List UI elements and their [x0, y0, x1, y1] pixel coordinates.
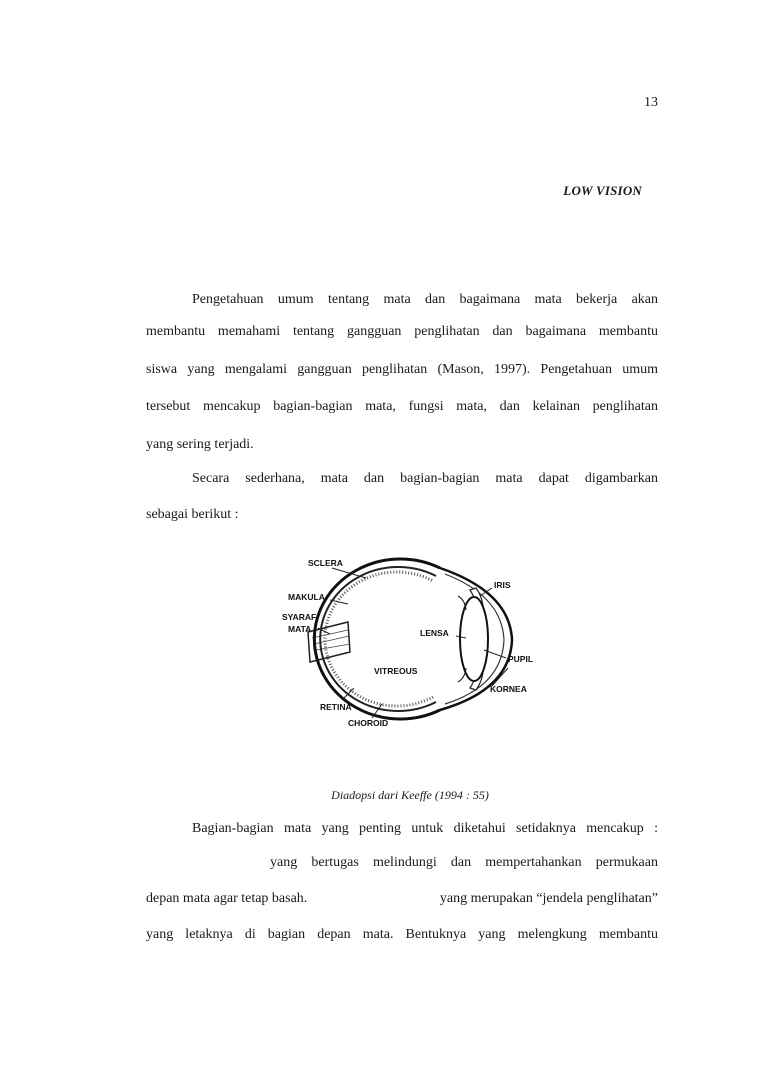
- label-sclera: SCLERA: [308, 558, 343, 568]
- label-choroid: CHOROID: [348, 718, 389, 728]
- label-vitreous: VITREOUS: [374, 666, 418, 676]
- label-retina: RETINA: [320, 702, 352, 712]
- paragraph1-line2: membantu memahami tentang gangguan penglihatan dan bagaimana membantu: [146, 324, 658, 339]
- label-mata: MATA: [288, 624, 312, 634]
- figure-caption: Diadopsi dari Keeffe (1994 : 55): [331, 788, 489, 802]
- label-makula: MAKULA: [288, 592, 325, 602]
- paragraph3-line4: yang letaknya di bagian depan mata. Bentuknya yang melengkung membantu: [146, 927, 658, 942]
- paragraph1-line1: Pengetahuan umum tentang mata dan bagaimana mata bekerja akan: [192, 292, 658, 307]
- eye-anatomy-figure: [270, 540, 550, 740]
- paragraph2-line2: sebagai berikut :: [146, 507, 239, 522]
- paragraph3-line3-left: depan mata agar tetap basah.: [146, 891, 308, 906]
- label-pupil: PUPIL: [508, 654, 534, 664]
- label-syaraf: SYARAF: [282, 612, 317, 622]
- paragraph3-line1: Bagian-bagian mata yang penting untuk diketahui setidaknya mencakup :: [192, 821, 658, 836]
- paragraph3-line2: yang bertugas melindungi dan mempertahankan permukaan: [270, 855, 658, 870]
- paragraph1-line3: siswa yang mengalami gangguan penglihatan (Mason, 1997). Pengetahuan umum: [146, 362, 658, 377]
- label-lensa: LENSA: [420, 628, 449, 638]
- paragraph3-line3-right: yang merupakan “jendela penglihatan”: [439, 891, 658, 906]
- paragraph2-line1: Secara sederhana, mata dan bagian-bagian mata dapat digambarkan: [192, 471, 658, 486]
- paragraph1-line4: tersebut mencakup bagian-bagian mata, fungsi mata, dan kelainan penglihatan: [146, 399, 658, 414]
- chapter-title: LOW VISION: [563, 183, 642, 198]
- label-iris: IRIS: [494, 580, 511, 590]
- label-kornea: KORNEA: [490, 684, 527, 694]
- lens: [460, 597, 488, 681]
- page-number: 13: [644, 95, 658, 110]
- paragraph1-line5: yang sering terjadi.: [146, 437, 254, 452]
